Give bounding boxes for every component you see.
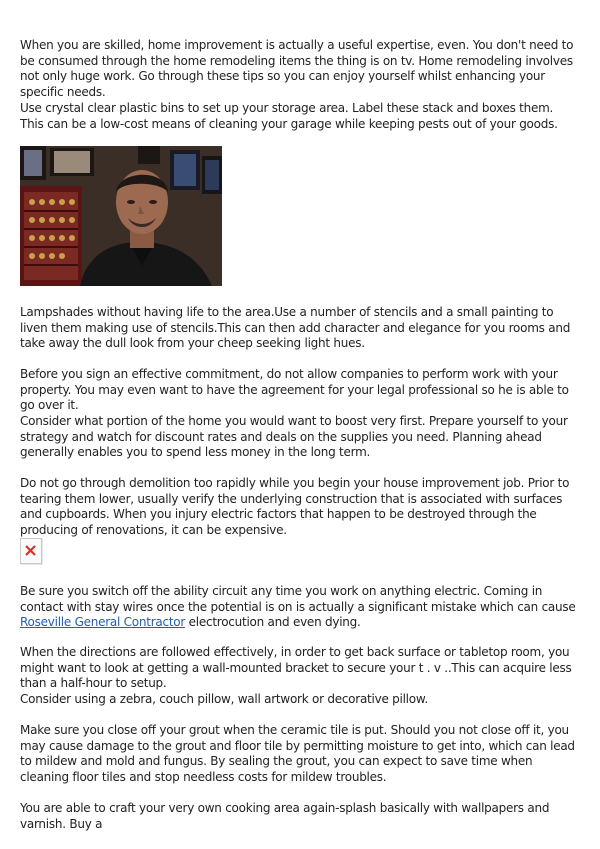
paragraph-commitment: Before you sign an effective commitment, do not allow companies to perform work with your property. You may even want to have the agreement for your legal professional so he is able to go over it. [20, 367, 569, 412]
roseville-general-contractor-link[interactable]: Roseville General Contractor [20, 615, 186, 629]
paragraph-planning: Consider what portion of the home you would want to boost very first. Prepare yourself to your strategy and watch for discount rates and deals on the supplies you need. Planning ahead generally enables you to spend less money in the long term. [20, 414, 568, 459]
paragraph-electric [20, 584, 580, 631]
man-portrait-image [20, 146, 222, 286]
broken-image [20, 538, 42, 564]
paragraph-demolition: Do not go through demolition too rapidly while you begin your house improvement job. Prior to tearing them lower, usually verify the underlying construction that is associated with surfaces and cupboards. When you injury electric factors that happen to be destroyed through the producing of renovations, it can be expensive. [20, 476, 570, 537]
paragraph-electric-text: Be sure you switch off the ability circuit any time you work on anything electric. Coming in contact with stay wires once the potential is on is actually a significant mistake which can cause [20, 584, 576, 614]
paragraph-backsplash: You are able to craft your very own cooking area again-splash basically with wallpapers and varnish. Buy a [20, 801, 550, 831]
paragraph-storage-bins: Use crystal clear plastic bins to set up your storage area. Label these stack and boxes them. This can be a low-cost means of cleaning your garage while keeping pests out of your goods. [20, 101, 558, 131]
article-photo [20, 146, 222, 286]
paragraph-pillow: Consider using a zebra, couch pillow, wall artwork or decorative pillow. [20, 692, 428, 706]
paragraph-intro: When you are skilled, home improvement is actually a useful expertise, even. You don't need to be consumed through the home remodeling items the thing is on tv. Home remodeling involves not only huge work. Go through these tips so you can enjoy yourself whilst enhancing your specific needs. [20, 38, 574, 99]
paragraph-lampshades: Lampshades without having life to the area.Use a number of stencils and a small painting to liven them making use of stencils.This can then add character and elegance for you rooms and take away the dull look from your cheep seeking light hues. [20, 305, 571, 350]
paragraph-grout: Make sure you close off your grout when the ceramic tile is put. Should you not close off it, you may cause damage to the grout and floor tile by permitting moisture to get into, which can lead to mildew and mold and fungus. By sealing the grout, you can expect to save time when cleaning floor tiles and stop needless costs for mildew troubles. [20, 723, 575, 784]
paragraph-electric-text-end: electrocution and even dying. [185, 615, 361, 629]
broken-image-icon [21, 539, 41, 563]
paragraph-tv-bracket: When the directions are followed effectively, in order to get back surface or tabletop room, you might want to look at getting a wall-mounted bracket to secure your t . v ..This can acquire less than a half-hour to setup. [20, 645, 572, 690]
